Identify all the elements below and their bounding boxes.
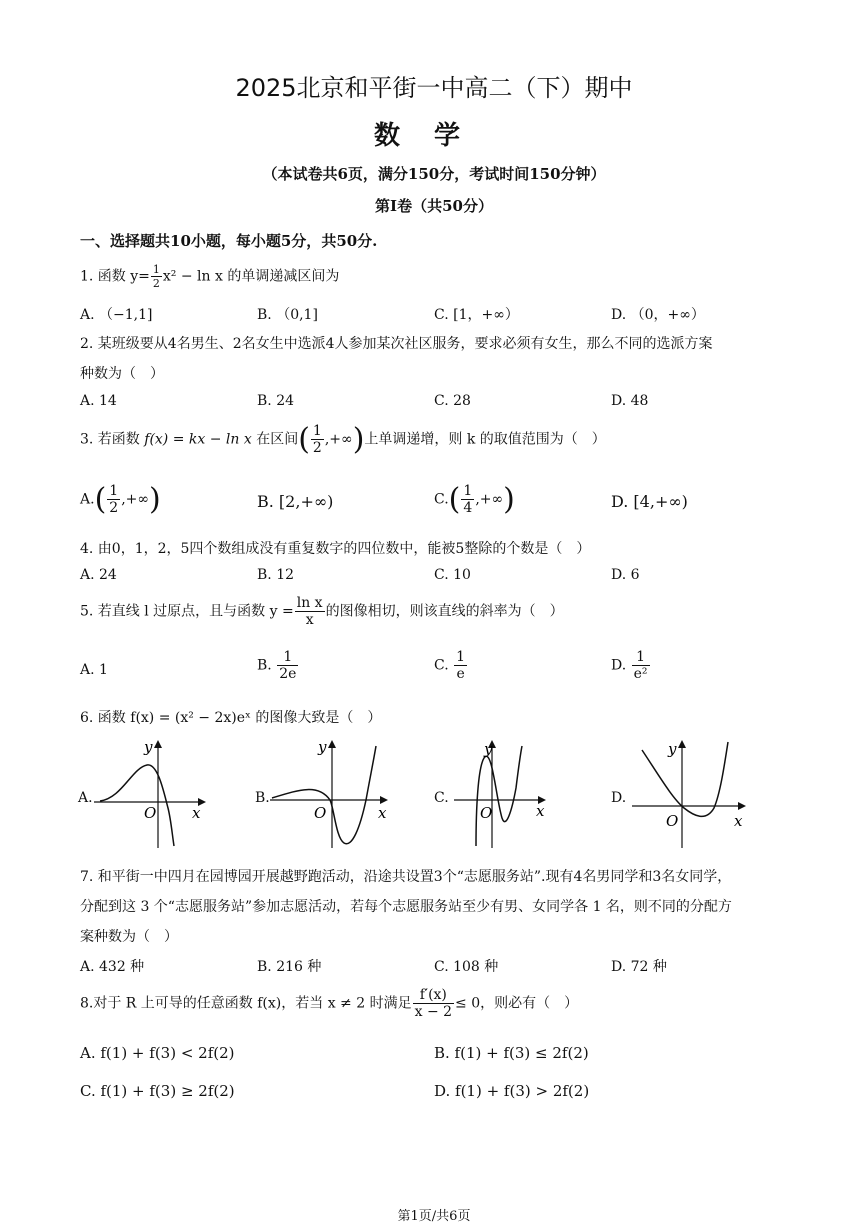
question-5: 5. 若直线 l 过原点，且与函数 y = $\frac{\text{ln x}}{x}$ 的图像相切，则该直线的斜率为（ ） [80,595,564,628]
question-7-cont2: 案种数为（ ） [80,929,178,945]
question-2: 2. 某班级要从4名男生、2名女生中选派4人参加某次社区服务，要求必须有女生，那么不同的选派方案 [80,336,713,352]
volume-heading: 第Ⅰ卷（共50分） [375,197,493,215]
q5-option-d: D. $\frac{1}{\text{e²}}$ [611,649,648,682]
svg-text:O: O [314,804,327,822]
q7-option-a: A. 432 种 [80,959,145,975]
q6-option-a-label: A. [78,790,93,806]
q8-option-a: A. f(1) + f(3) < 2f(2) [80,1044,235,1062]
q1-option-a: A. （−1,1] [80,307,153,323]
q3-option-c: C.( $\frac{1}{4}$ ,+∞) [434,482,515,517]
question-7-cont1: 分配到这 3 个“志愿服务站”参加志愿活动，若每个志愿服务站至少有男、女同学各 1 名，则不同的分配方 [80,899,732,915]
svg-text:x: x [734,812,743,830]
q5-option-a: A. 1 [80,662,108,678]
q7-option-c: C. 108 种 [434,959,499,975]
svg-text:x: x [536,802,545,820]
svg-text:O: O [666,812,679,830]
q6-graph-b [268,738,398,850]
q4-option-c: C. 10 [434,567,471,583]
q6-option-d-label: D. [611,790,627,806]
q4-option-b: B. 12 [257,567,295,583]
q8-option-b: B. f(1) + f(3) ≤ 2f(2) [434,1044,589,1062]
question-8: 8.对于 R 上可导的任意函数 f(x)，若当 x ≠ 2 时满足 $\frac{f'(x)}{x - 2}$ ≤ 0，则必有（ ） [80,987,579,1020]
q6-option-c-label: C. [434,790,449,806]
q1-option-d: D. （0，+∞） [611,307,705,323]
svg-text:y: y [144,738,153,756]
question-6: 6. 函数 f(x) = (x² − 2x)eˣ 的图像大致是（ ） [80,710,382,726]
q7-option-b: B. 216 种 [257,959,322,975]
q2-option-c: C. 28 [434,393,471,409]
q6-graph-d [628,738,754,850]
question-2-cont: 种数为（ ） [80,366,164,382]
page-footer: 第1页/共6页 [397,1209,471,1224]
q7-option-d: D. 72 种 [611,959,667,975]
q6-graph-c [448,738,558,850]
q3-option-a: A.( $\frac{1}{2}$ ,+∞) [80,482,161,517]
svg-text:y: y [668,740,677,758]
q4-option-d: D. 6 [611,567,640,583]
q8-option-d: D. f(1) + f(3) > 2f(2) [434,1082,590,1100]
exam-note: （本试卷共6页，满分150分，考试时间150分钟） [262,165,606,183]
svg-text:y: y [484,740,493,758]
section-heading: 一、选择题共10小题，每小题5分，共50分. [80,232,378,250]
question-3: 3. 若函数 f(x) = kx − ln x 在区间( $\frac{1}{2}$ ,+∞)上单调递增，则 k 的取值范围为（ ） [80,422,606,457]
q2-option-d: D. 48 [611,393,649,409]
svg-text:O: O [144,804,157,822]
question-1: 1. 函数 y= $\frac{1}{2}$ x² − ln x 的单调递减区间为 [80,263,340,290]
exam-title: 2025北京和平街一中高二（下）期中 [235,74,633,102]
q3-option-d: D. [4,+∞) [611,492,688,511]
q2-option-b: B. 24 [257,393,295,409]
svg-text:x: x [378,804,387,822]
q3-option-b: B. [2,+∞) [257,492,334,511]
question-4: 4. 由0，1，2，5四个数组成没有重复数字的四位数中，能被5整除的个数是（ ） [80,541,591,557]
svg-text:y: y [318,738,327,756]
subject-title: 数学 [373,121,494,151]
q5-option-c: C. $\frac{1}{e}$ [434,649,466,682]
q5-option-b: B. $\frac{1}{2e}$ [257,649,297,682]
svg-text:x: x [192,804,201,822]
q8-option-c: C. f(1) + f(3) ≥ 2f(2) [80,1082,235,1100]
q6-option-b-label: B. [255,790,270,806]
q2-option-a: A. 14 [80,393,117,409]
q4-option-a: A. 24 [80,567,117,583]
svg-text:O: O [480,804,493,822]
q1-option-b: B. （0,1] [257,307,318,323]
q1-option-c: C. [1，+∞） [434,307,519,323]
question-7: 7. 和平街一中四月在园博园开展越野跑活动，沿途共设置3个“志愿服务站”.现有4名男同学和3名女同学， [80,869,732,885]
q6-graph-a [92,738,212,850]
